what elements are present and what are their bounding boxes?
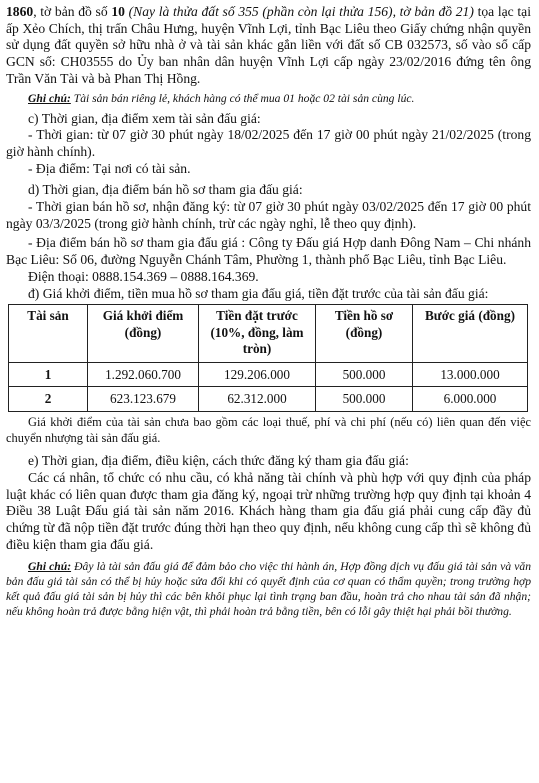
note-text: Đây là tài sản đấu giá để đảm bảo cho việc thi hành án, Hợp đồng dịch vụ đấu giá tài sản và văn bản đấu giá tài sản có thể bị hủy hoặc sửa đổi khi có quyết định của cơ quan có thẩm quyền; trong trường hợp kết quả đấu giá tài sản bị hủy thì các bên khôi phục lại tình trạng ban đầu, hoàn trả cho nhau tài sản đã nhận; nếu không hoàn trả được bằng hiện vật, thì phải hoàn trả bằng tiền, bên có lỗi gây thiệt hại phải bồi thường. bbox=[6, 559, 531, 618]
note-label: Ghi chú: bbox=[28, 559, 72, 573]
price-table bbox=[8, 304, 528, 412]
asset-description-paragraph: 1860, tờ bản đồ số 10 (Nay là thửa đất số 355 (phần còn lại thửa 156), tờ bản đồ 21) tọa lạc tại ấp Xẻo Chích, thị trấn Châu Hưng, huyện Vĩnh Lợi, tỉnh Bạc Liêu theo Giấy chứng nhận quyền sử dụng đất quyền sở hữu nhà ở và tài sản khác gắn liền với đất số CB 032573, số vào sổ cấp GCN số: CH03555 do Ủy ban nhân dân huyện Vĩnh Lợi cấp ngày 23/02/2016 đứng tên ông Trần Văn Tài và bà Phan Thị Hồng. bbox=[6, 4, 531, 86]
dossier-fee: 500.000 bbox=[316, 387, 413, 412]
col-starting-price: Giá khởi điểm (đồng) bbox=[88, 305, 199, 363]
section-d-heading: d) Thời gian, địa điểm bán hồ sơ tham gia đấu giá: bbox=[28, 182, 303, 198]
table-row bbox=[9, 362, 528, 387]
sale-note bbox=[6, 91, 531, 106]
viewing-place: - Địa điểm: Tại nơi có tài sản. bbox=[28, 160, 191, 176]
viewing-time: - Thời gian: từ 07 giờ 30 phút ngày 18/02/2025 đến 17 giờ 00 phút ngày 21/02/2025 (trong giờ hành chính). bbox=[6, 127, 531, 159]
dossier-sale-place: - Địa điểm bán hồ sơ tham gia đấu giá : Công ty Đấu giá Hợp danh Đông Nam – Chi nhánh Bạc Liêu: Số 06, đường Nguyễn Chánh Tâm, Phường 1, thành phố Bạc Liêu, tỉnh Bạc Liêu. bbox=[6, 235, 531, 268]
table-row bbox=[9, 387, 528, 412]
dossier-sale-time: - Thời gian bán hồ sơ, nhận đăng ký: từ 07 giờ 30 phút ngày 03/02/2025 đến 17 giờ 00 phút ngày 03/3/2025 (trong giờ hành chính, trừ các ngày nghỉ, lễ theo quy định). bbox=[6, 199, 531, 231]
section-c-heading: c) Thời gian, địa điểm xem tài sản đấu giá: bbox=[28, 110, 261, 126]
bid-step: 6.000.000 bbox=[413, 387, 528, 412]
section-e-heading: e) Thời gian, địa điểm, điều kiện, cách thức đăng ký tham gia đấu giá: bbox=[28, 453, 409, 469]
updated-plot-info: (Nay là thửa đất số 355 (phần còn lại thửa 156), tờ bản đồ 21) bbox=[124, 4, 474, 19]
registration-conditions: Các cá nhân, tổ chức có nhu cầu, có khả năng tài chính và phù hợp với quy định của pháp luật khác có liên quan được tham gia đăng ký, ngoại trừ những trường hợp quy định tại khoản 4 Điều 38 Luật Đấu giá tài sản năm 2016. Khách hàng tham gia đấu giá phải cung cấp đầy đủ chứng từ đã nộp tiền đặt trước đúng thời hạn theo quy định, nếu không cung cấp thì sẽ không đủ điều kiện tham gia đấu giá. bbox=[6, 470, 531, 552]
land-plot-number: 1860 bbox=[6, 4, 34, 19]
legal-note bbox=[6, 559, 531, 619]
col-bid-step: Bước giá (đồng) bbox=[413, 305, 528, 363]
table-header-row bbox=[9, 305, 528, 363]
section-dd-heading: đ) Giá khởi điểm, tiền mua hồ sơ tham gia đấu giá, tiền đặt trước của tài sản đấu giá: bbox=[28, 285, 489, 301]
col-dossier-fee: Tiền hồ sơ (đồng) bbox=[316, 305, 413, 363]
starting-price: 1.292.060.700 bbox=[88, 362, 199, 387]
bid-step: 13.000.000 bbox=[413, 362, 528, 387]
asset-number: 1 bbox=[9, 362, 88, 387]
price-note: Giá khởi điểm của tài sản chưa bao gồm các loại thuế, phí và chi phí (nếu có) liên quan đến việc chuyển nhượng tài sản đấu giá. bbox=[6, 414, 531, 445]
asset-description-text: tọa lạc tại ấp Xẻo Chích, thị trấn Châu Hưng, huyện Vĩnh Lợi, tỉnh Bạc Liêu theo Giấy chứng nhận quyền sử dụng đất quyền sở hữu nhà ở và tài sản khác gắn liền với đất số CB 032573, số vào sổ cấp GCN số: CH03555 do Ủy ban nhân dân huyện Vĩnh Lợi cấp ngày 23/02/2016 đứng tên ông Trần Văn Tài và bà Phan Thị Hồng. bbox=[6, 4, 531, 86]
asset-number: 2 bbox=[9, 387, 88, 412]
starting-price: 623.123.679 bbox=[88, 387, 199, 412]
col-deposit: Tiền đặt trước (10%, đồng, làm tròn) bbox=[199, 305, 316, 363]
deposit: 129.206.000 bbox=[199, 362, 316, 387]
deposit: 62.312.000 bbox=[199, 387, 316, 412]
map-sheet-number: 10 bbox=[111, 4, 125, 19]
col-asset: Tài sản bbox=[9, 305, 88, 363]
note-text: Tài sản bán riêng lẻ, khách hàng có thể mua 01 hoặc 02 tài sản cùng lúc. bbox=[70, 91, 415, 105]
note-label: Ghi chú: bbox=[28, 91, 71, 105]
phone-line: Điện thoại: 0888.154.369 – 0888.164.369. bbox=[28, 268, 259, 284]
dossier-fee: 500.000 bbox=[316, 362, 413, 387]
